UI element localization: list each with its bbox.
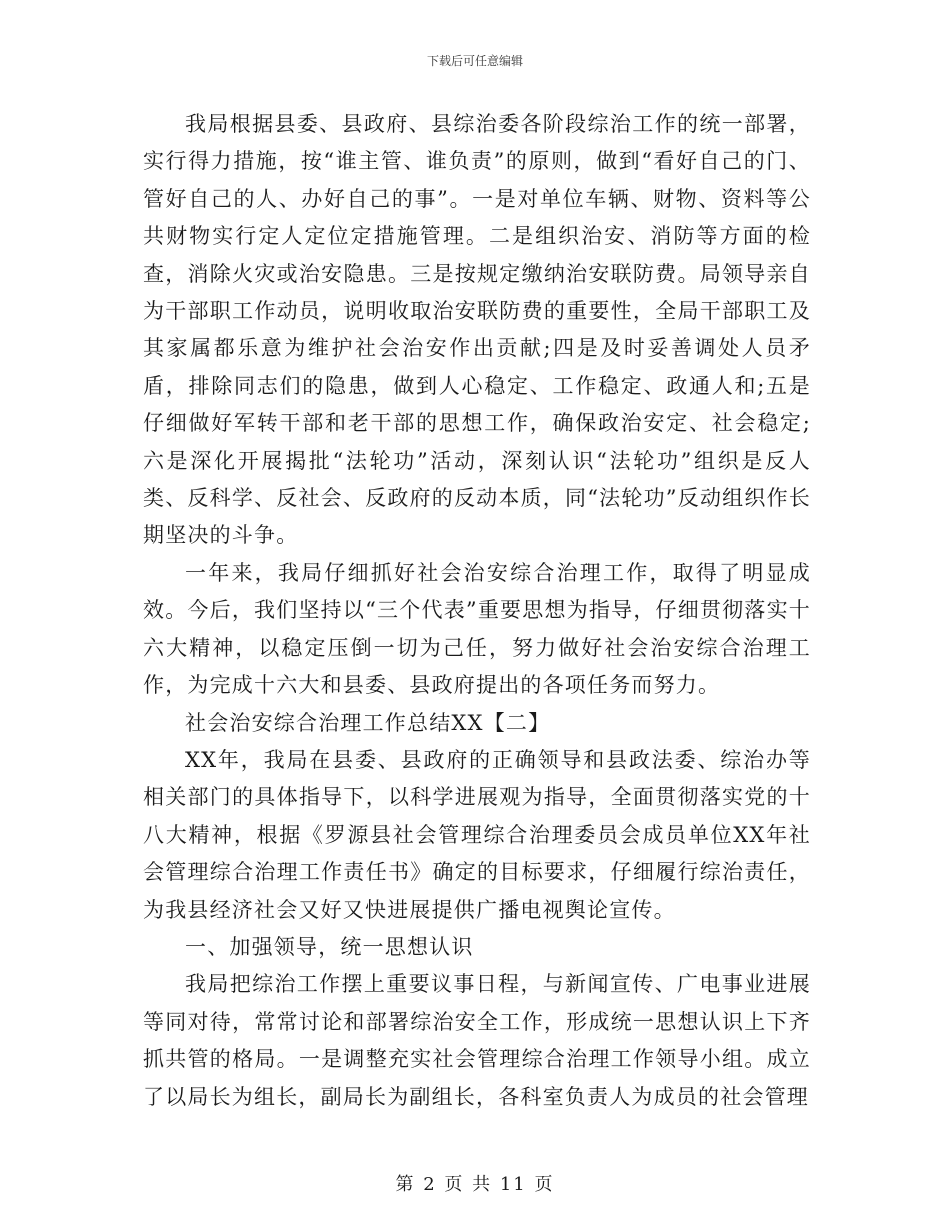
page-footer: 第 2 页 共 11 页 (395, 1174, 555, 1195)
subsection-heading: 一、加强领导，统一思想认识 (185, 934, 474, 959)
paragraph: 一年来，我局仔细抓好社会治安综合治理工作，取得了明显成效。今后，我们坚持以“三个代表”重要思想为指导，仔细贯彻落实十六大精神，以稳定压倒一切为己任，努力做好社会治安综合治理工作，为完成十六大和县委、县政府提出的各项任务而努力。 (143, 560, 811, 698)
document-body (143, 106, 811, 1116)
paragraph: XX年，我局在县委、县政府的正确领导和县政法委、综治办等相关部门的具体指导下，以科学进展观为指导，全面贯彻落实党的十八大精神，根据《罗源县社会管理综合治理委员会成员单位XX年社会管理综合治理工作责任书》确定的目标要求，仔细履行综治责任，为我县经济社会又好又快进展提供广播电视舆论宣传。 (143, 747, 811, 922)
paragraph: 我局把综治工作摆上重要议事日程，与新闻宣传、广电事业进展等同对待，常常讨论和部署综治安全工作，形成统一思想认识上下齐抓共管的格局。一是调整充实社会管理综合治理工作领导小组。成立了以局长为组长，副局长为副组长，各科室负责人为成员的社会管理 (143, 972, 811, 1109)
section-title: 社会治安综合治理工作总结XX【二】 (185, 710, 551, 735)
paragraph: 我局根据县委、县政府、县综治委各阶段综治工作的统一部署，实行得力措施，按“谁主管、谁负责”的原则，做到“看好自己的门、管好自己的人、办好自己的事”。一是对单位车辆、财物、资料等公共财物实行定人定位定措施管理。二是组织治安、消防等方面的检查，消除火灾或治安隐患。三是按规定缴纳治安联防费。局领导亲自为干部职工作动员，说明收取治安联防费的重要性，全局干部职工及其家属都乐意为维护社会治安作出贡献;四是及时妥善调处人员矛盾，排除同志们的隐患，做到人心稳定、工作稳定、政通人和;五是仔细做好军转干部和老干部的思想工作，确保政治安定、社会稳定;六是深化开展揭批“法轮功”活动，深刻认识“法轮功”组织是反人类、反科学、反社会、反政府的反动本质，同“法轮功”反动组织作长期坚决的斗争。 (143, 112, 811, 548)
page-header: 下载后可任意编辑 (426, 54, 523, 68)
